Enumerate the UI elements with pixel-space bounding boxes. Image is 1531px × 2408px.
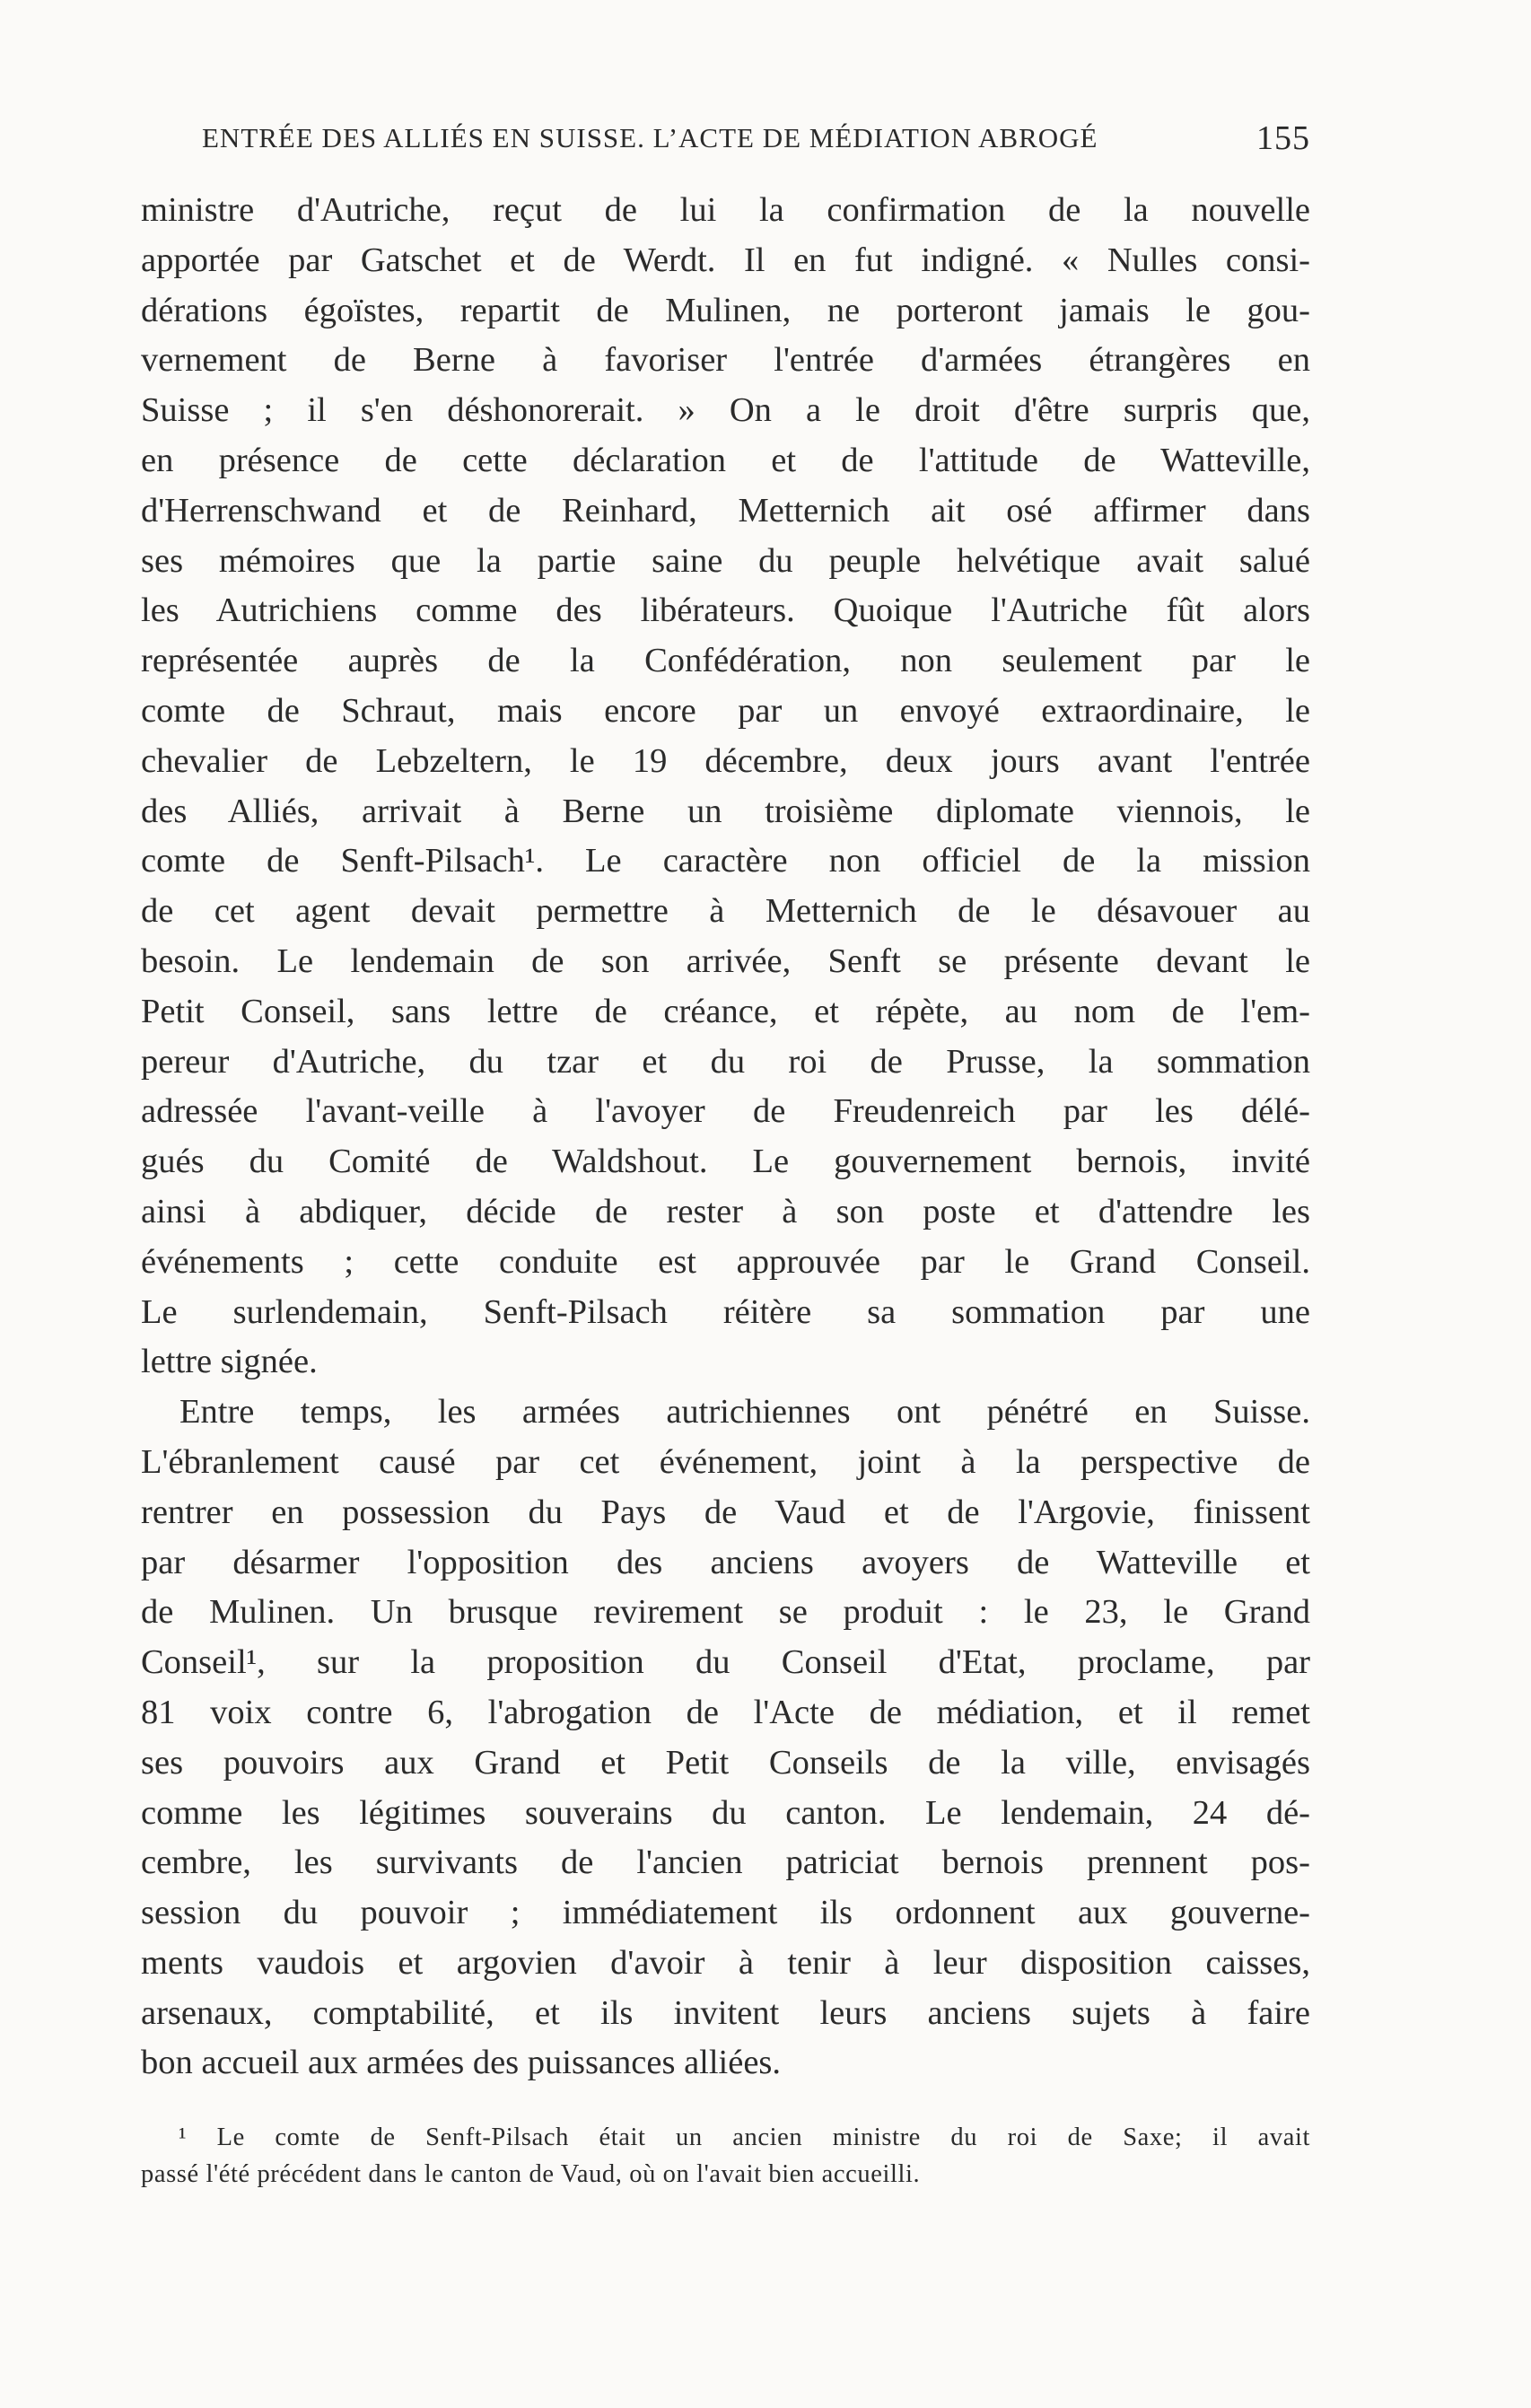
footnote-line: passé l'été précédent dans le canton de Vaud, où on l'avait bien accueilli. xyxy=(141,2160,921,2188)
text-line: pereur d'Autriche, du tzar et du roi de Prusse, la sommation xyxy=(141,1042,1310,1081)
text-line: Suisse ; il s'en déshonorerait. » On a le droit d'être surpris que, xyxy=(141,391,1310,430)
running-header xyxy=(202,119,1310,167)
text-line: Petit Conseil, sans lettre de créance, et répète, au nom de l'em- xyxy=(141,992,1310,1030)
text-line: comme les légitimes souverains du canton. Le lendemain, 24 dé- xyxy=(141,1793,1310,1832)
text-line: apportée par Gatschet et de Werdt. Il en fut indigné. « Nulles consi- xyxy=(141,241,1310,279)
text-line: ainsi à abdiquer, décide de rester à son poste et d'attendre les xyxy=(141,1192,1310,1230)
page-number: 155 xyxy=(1256,119,1310,157)
text-line: ses pouvoirs aux Grand et Petit Conseils de la ville, envisagés xyxy=(141,1743,1310,1782)
text-line: L'ébranlement causé par cet événement, joint à la perspective de xyxy=(141,1442,1310,1481)
text-line: en présence de cette déclaration et de l'attitude de Watteville, xyxy=(141,441,1310,479)
text-line: bon accueil aux armées des puissances alliées. xyxy=(141,2044,782,2082)
text-line: chevalier de Lebzeltern, le 19 décembre, deux jours avant l'entrée xyxy=(141,741,1310,780)
text-line: des Alliés, arrivait à Berne un troisième diplomate viennois, le xyxy=(141,792,1310,830)
footnote-line: ¹ Le comte de Senft-Pilsach était un ancien ministre du roi de Saxe; il avait xyxy=(179,2123,1310,2151)
text-line: événements ; cette conduite est approuvée par le Grand Conseil. xyxy=(141,1242,1310,1281)
text-line: comte de Schraut, mais encore par un envoyé extraordinaire, le xyxy=(141,691,1310,730)
text-line: Le surlendemain, Senft-Pilsach réitère sa sommation par une xyxy=(141,1292,1310,1331)
text-line: comte de Senft-Pilsach¹. Le caractère non officiel de la mission xyxy=(141,842,1310,880)
text-line: par désarmer l'opposition des anciens avoyers de Watteville et xyxy=(141,1543,1310,1581)
text-line: gués du Comité de Waldshout. Le gouvernement bernois, invité xyxy=(141,1143,1310,1181)
text-line: vernement de Berne à favoriser l'entrée d'armées étrangères en xyxy=(141,341,1310,380)
text-line: ments vaudois et argovien d'avoir à tenir à leur disposition caisses, xyxy=(141,1943,1310,1982)
text-line: besoin. Le lendemain de son arrivée, Senft se présente devant le xyxy=(141,941,1310,980)
footnote xyxy=(141,2119,1310,2193)
text-line: rentrer en possession du Pays de Vaud et de l'Argovie, finissent xyxy=(141,1493,1310,1531)
text-line: d'Herrenschwand et de Reinhard, Metternich ait osé affirmer dans xyxy=(141,491,1310,530)
text-line: 81 voix contre 6, l'abrogation de l'Acte de médiation, et il remet xyxy=(141,1693,1310,1731)
paragraph-start-line: Entre temps, les armées autrichiennes ont pénétré en Suisse. xyxy=(179,1393,1310,1432)
text-line: représentée auprès de la Confédération, non seulement par le xyxy=(141,642,1310,680)
text-line: ses mémoires que la partie saine du peuple helvétique avait salué xyxy=(141,541,1310,580)
text-line: de Mulinen. Un brusque revirement se produit : le 23, le Grand xyxy=(141,1593,1310,1632)
body-text xyxy=(141,186,1310,2088)
text-line: les Autrichiens comme des libérateurs. Quoique l'Autriche fût alors xyxy=(141,591,1310,630)
text-line: adressée l'avant-veille à l'avoyer de Freudenreich par les délé- xyxy=(141,1092,1310,1131)
text-line: arsenaux, comptabilité, et ils invitent leurs anciens sujets à faire xyxy=(141,1993,1310,2032)
text-line: dérations égoïstes, repartit de Mulinen, ne porteront jamais le gou- xyxy=(141,291,1310,329)
text-line: cembre, les survivants de l'ancien patriciat bernois prennent pos- xyxy=(141,1843,1310,1882)
running-title: ENTRÉE DES ALLIÉS EN SUISSE. L’ACTE DE MÉDIATION ABROGÉ xyxy=(202,122,1098,153)
text-line: session du pouvoir ; immédiatement ils ordonnent aux gouverne- xyxy=(141,1894,1310,1932)
text-line: lettre signée. xyxy=(141,1343,318,1381)
text-line: de cet agent devait permettre à Metternich de le désavouer au xyxy=(141,892,1310,931)
text-line: ministre d'Autriche, reçut de lui la confirmation de la nouvelle xyxy=(141,191,1310,229)
text-line: Conseil¹, sur la proposition du Conseil d'Etat, proclame, par xyxy=(141,1643,1310,1682)
